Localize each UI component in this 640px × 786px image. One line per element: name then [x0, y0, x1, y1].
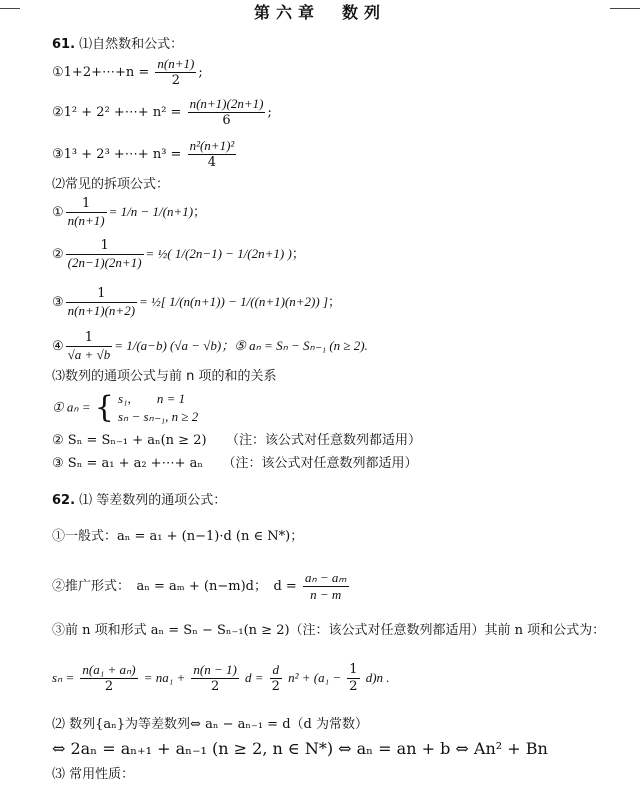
subheading-split: ⑵常见的拆项公式： — [52, 177, 170, 192]
denominator: n(n+1) — [67, 213, 105, 228]
arithmetic-definition: ⑵ 数列{aₙ}为等差数列⇔ aₙ − aₙ₋₁ = d（d 为常数） — [52, 717, 368, 732]
subheading: ⑴ 等差数列的通项公式： — [79, 493, 227, 508]
fraction — [191, 662, 238, 695]
section-62-heading — [52, 492, 226, 510]
denominator: 2 — [104, 679, 114, 694]
formula-lhs: sₙ = — [52, 670, 75, 685]
formula-lhs: ②推广形式： aₙ = aₘ + (n−m)d； d = — [52, 579, 297, 594]
formula-sum-n: ①1+2+⋯+n = $\frac{n(n+1)}{2}$ ; — [52, 56, 203, 88]
fraction — [66, 196, 107, 229]
formula-sum-n-cubed — [52, 138, 238, 171]
numerator: 1 — [66, 330, 113, 347]
section-number: 61. — [52, 37, 76, 52]
formula-mid: = na₁ + — [143, 670, 186, 685]
denominator: (2n−1)(2n+1) — [67, 255, 142, 270]
arithmetic-equivalences: ⇔ 2aₙ = aₙ₊₁ + aₙ₋₁ (n ≥ 2, n ∈ N*) ⇔ aₙ = an + b ⇔ An² + Bn — [52, 739, 548, 758]
subheading-relation: ⑶数列的通项公式与前 n 项的和的关系 — [52, 369, 277, 384]
numerator: 1 — [66, 286, 137, 303]
fraction — [270, 662, 282, 695]
formula-end: d)n . — [365, 670, 390, 685]
section-number: 62. — [52, 493, 76, 508]
split-formula-1: ① $\frac{1}{n(n+1)}$ = 1/n − 1/(n+1)； — [52, 196, 207, 228]
formula-lhs: ①1+2+⋯+n = — [52, 65, 150, 80]
relation-formula-3: ③ Sₙ = a₁ + a₂ +⋯+ aₙ （注：该公式对任意数列都适用） — [52, 456, 418, 471]
formula-lhs: ②1² + 2² +⋯+ n² = — [52, 105, 182, 120]
numerator: n²(n+1)² — [189, 138, 235, 153]
split-formula-3: ③ $\frac{1}{n(n+1)(n+2)}$ = ½[ 1/(n(n+1)) − 1/((n+1)(n+2)) ]； — [52, 286, 342, 318]
formula-lhs: ③1³ + 2³ +⋯+ n³ = — [52, 147, 182, 162]
case-2: sₙ − sₙ₋₁, n ≥ 2 — [117, 409, 199, 424]
denominator: n − m — [310, 587, 342, 602]
split-formula-4: ④ $\frac{1}{√a + √b}$ = 1/(a−b) (√a − √b)；⑤ aₙ = Sₙ − Sₙ₋₁ (n ≥ 2). — [52, 330, 368, 362]
formula-lhs: ① aₙ = — [52, 399, 91, 415]
fraction — [347, 662, 359, 695]
relation-formula-1 — [52, 390, 198, 426]
common-properties-heading: ⑶ 常用性质： — [52, 767, 135, 782]
formula-rhs: = 1/n − 1/(n+1) — [108, 204, 194, 219]
fraction — [66, 238, 144, 271]
split-formula-2: ② $\frac{1}{(2n-1)(2n+1)}$ = ½( 1/(2n−1) − 1/(2n+1) )； — [52, 238, 305, 270]
relation-formula-2: ② Sₙ = Sₙ₋₁ + aₙ(n ≥ 2) （注：该公式对任意数列都适用） — [52, 433, 422, 448]
numerator: 1 — [66, 196, 107, 213]
formula-rhs: = ½[ 1/(n(n+1)) − 1/((n+1)(n+2)) ] — [139, 294, 329, 309]
fraction — [80, 662, 137, 695]
numerator: d — [270, 662, 282, 679]
fraction — [188, 138, 237, 171]
formula-5: ；⑤ aₙ = Sₙ − Sₙ₋₁ (n ≥ 2). — [221, 338, 368, 353]
denominator: √a + √b — [67, 347, 111, 362]
formula-rhs: = ½( 1/(2n−1) − 1/(2n+1) ) — [145, 246, 292, 261]
fraction — [188, 96, 266, 129]
section-61-heading — [52, 36, 183, 54]
numerator: 1 — [66, 238, 144, 255]
denominator: 4 — [207, 155, 217, 170]
partial-sum-formula — [52, 662, 390, 695]
fraction — [66, 286, 137, 319]
extended-formula — [52, 570, 351, 603]
formula-sum-n-squared: ②1² + 2² +⋯+ n² = $\frac{n(n+1)(2n+1)}{6}$ ; — [52, 96, 272, 128]
numerator: n(a₁ + aₙ) — [82, 662, 136, 677]
denominator: 2 — [210, 679, 220, 694]
fraction — [155, 56, 196, 89]
numerator: n(n+1) — [157, 56, 195, 71]
partial-sum-form: ③前 n 项和形式 aₙ = Sₙ − Sₙ₋₁(n ≥ 2)（注：该公式对任意数列都适用）其前 n 项和公式为： — [52, 623, 606, 638]
denominator: n(n+1)(n+2) — [67, 303, 136, 318]
brace: { — [94, 390, 114, 425]
denominator: 2 — [271, 679, 280, 694]
fraction — [303, 570, 349, 603]
denominator: 2 — [171, 73, 181, 88]
chapter-title: 第六章 数列 — [253, 3, 386, 22]
piecewise-cases — [118, 390, 198, 426]
formula-rhs: = 1/(a−b) (√a − √b) — [114, 338, 222, 353]
denominator: 6 — [222, 113, 231, 128]
denominator: 2 — [349, 679, 358, 694]
case-1: s₁, n = 1 — [117, 391, 186, 406]
numerator: aₙ − aₘ — [304, 570, 347, 585]
formula-tail: n² + (a₁ − — [288, 670, 342, 685]
numerator: n(n+1)(2n+1) — [189, 96, 264, 111]
subheading: ⑴自然数和公式： — [79, 37, 184, 52]
general-formula: ①一般式：aₙ = a₁ + (n−1)·d (n ∈ N*)； — [52, 529, 304, 544]
numerator: 1 — [349, 662, 358, 677]
formula-mid: d = — [244, 670, 264, 685]
fraction — [66, 330, 113, 363]
numerator: n(n − 1) — [193, 662, 237, 677]
